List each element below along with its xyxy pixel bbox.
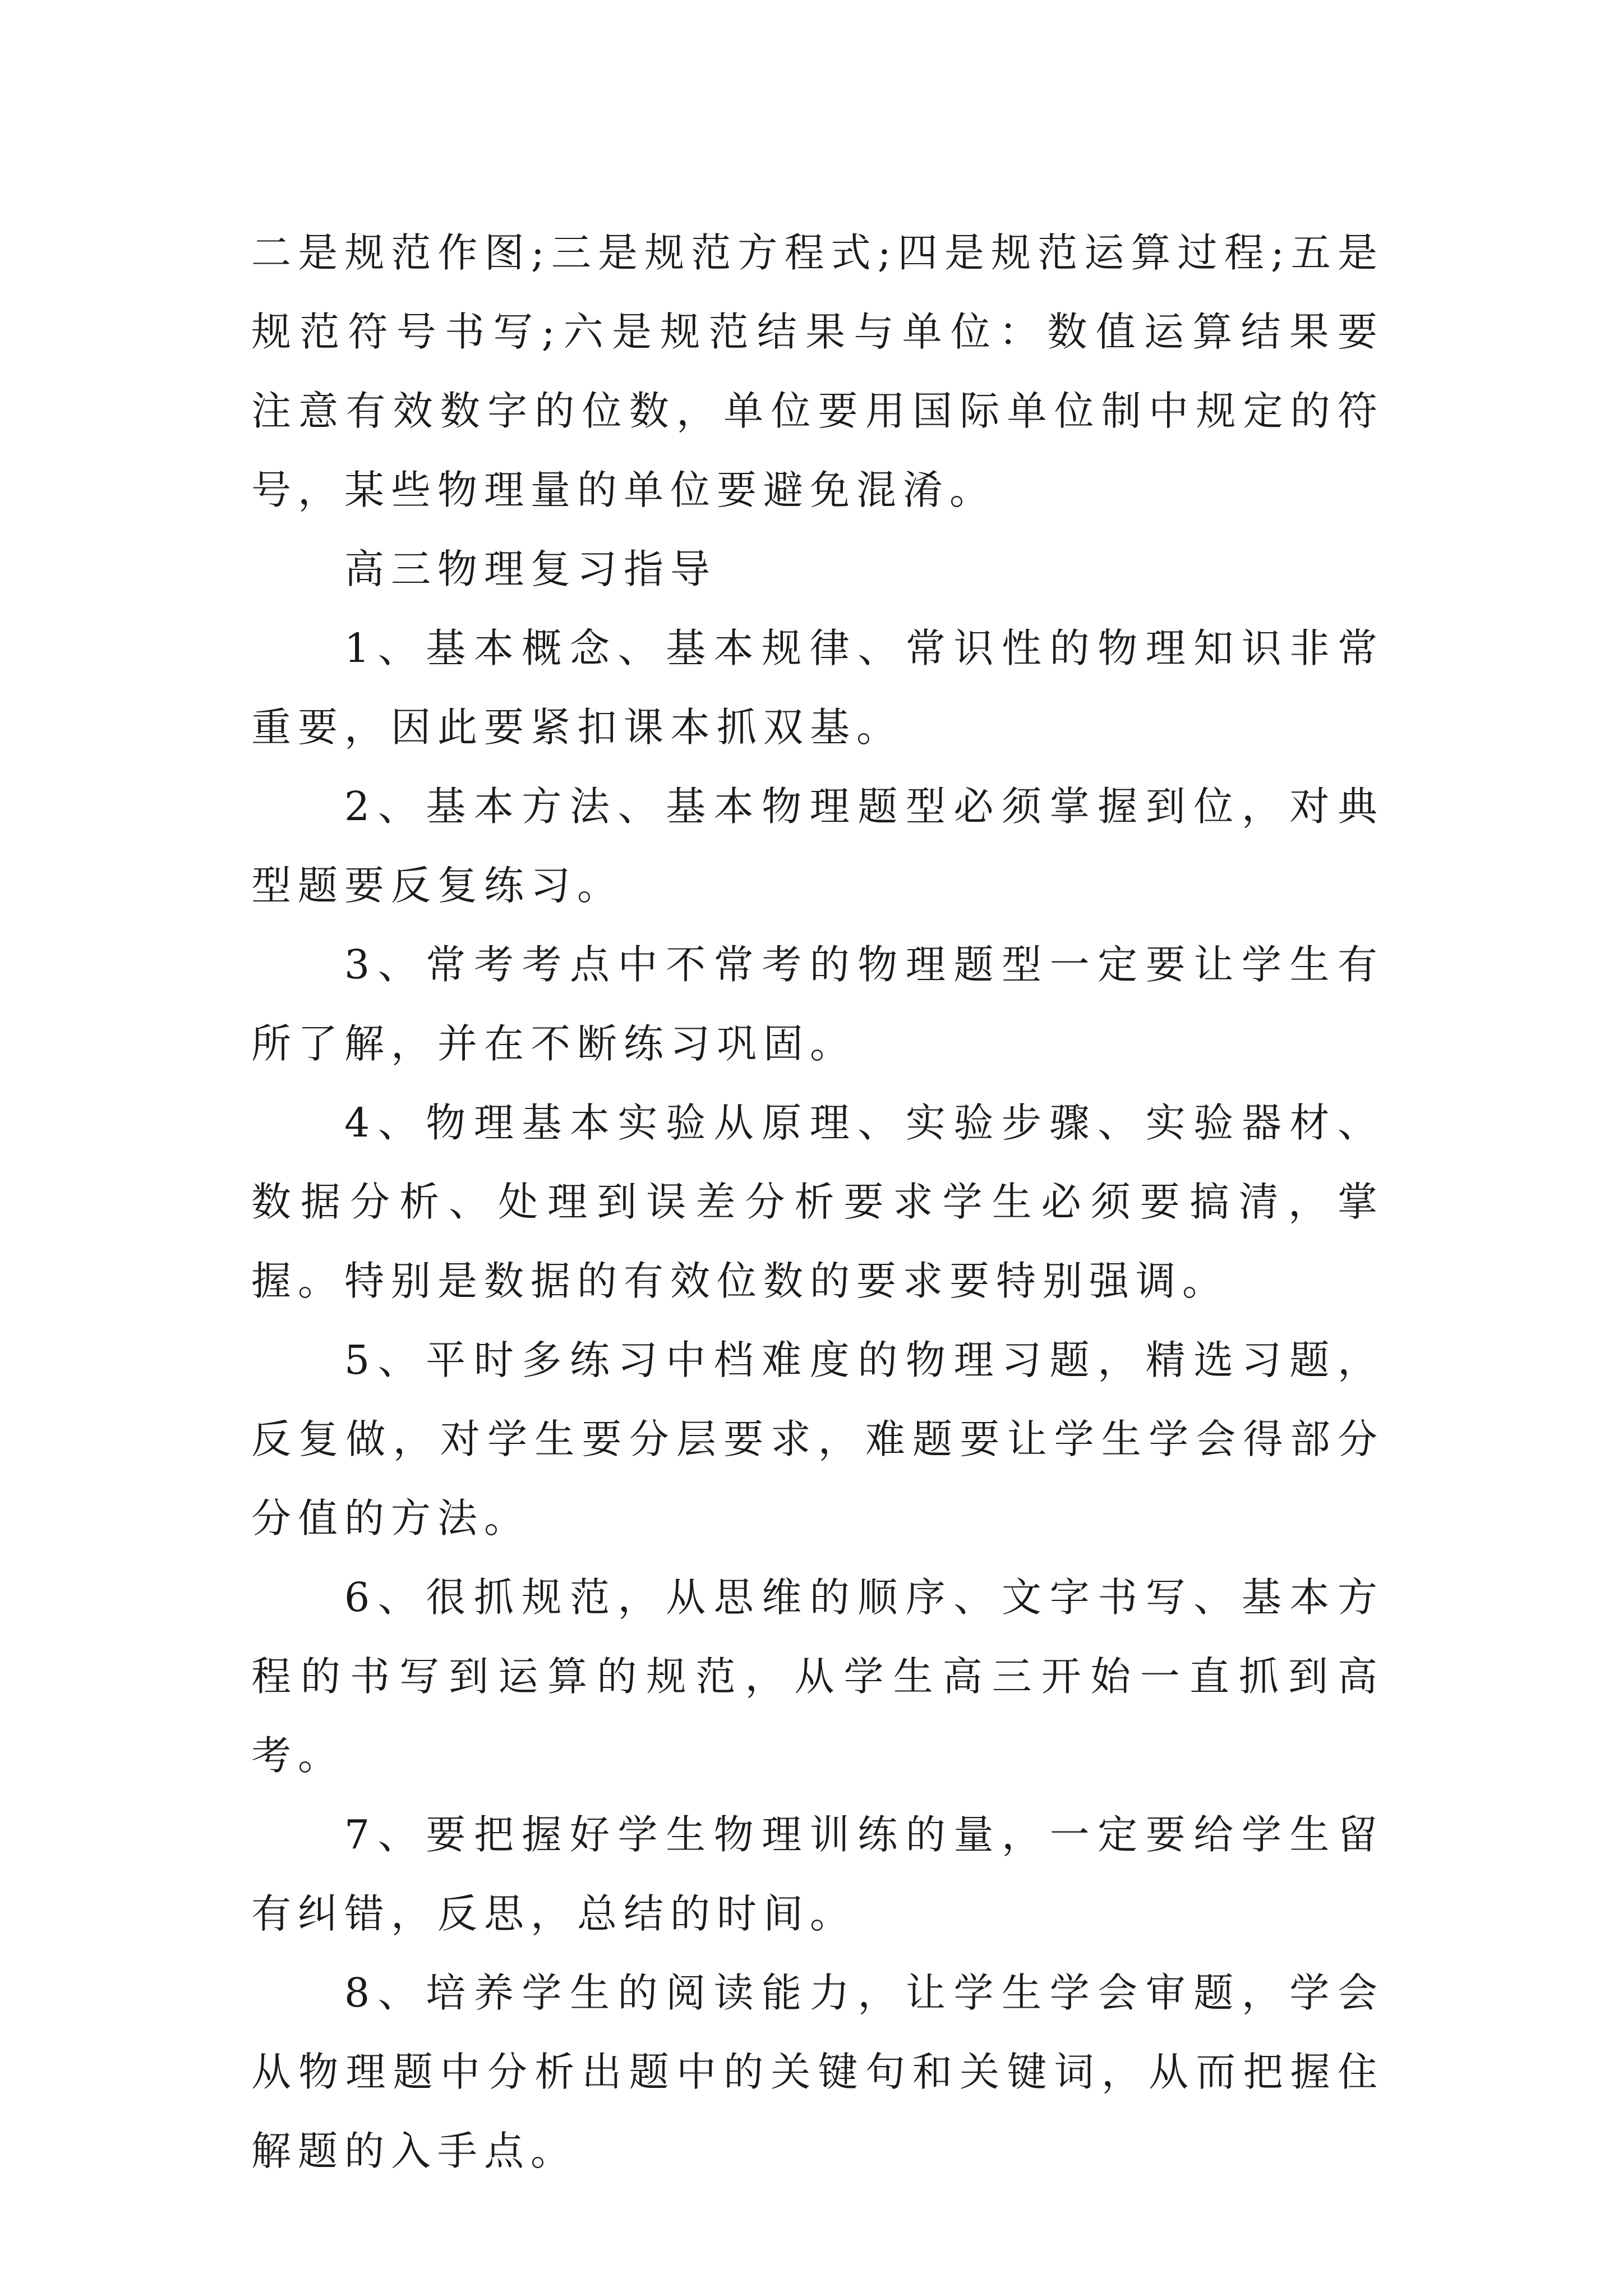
list-item-4: 4、物理基本实验从原理、实验步骤、实验器材、数据分析、处理到误差分析要求学生必须要搞清，掌握。特别是数据的有效位数的要求要特别强调。 [251, 1099, 1384, 1304]
list-item-3: 3、常考考点中不常考的物理题型一定要让学生有所了解，并在不断练习巩固。 [251, 941, 1384, 1067]
list-item-2: 2、基本方法、基本物理题型必须掌握到位，对典型题要反复练习。 [251, 783, 1384, 909]
list-item-7: 7、要把握好学生物理训练的量，一定要给学生留有纠错，反思，总结的时间。 [251, 1811, 1384, 1937]
list-item-6: 6、很抓规范，从思维的顺序、文字书写、基本方程的书写到运算的规范，从学生高三开始一直抓到高考。 [251, 1574, 1384, 1779]
intro-paragraph: 二是规范作图;三是规范方程式;四是规范运算过程;五是规范符号书写;六是规范结果与单位：数值运算结果要注意有效数字的位数，单位要用国际单位制中规定的符号，某些物理量的单位要避免混淆。 [251, 229, 1384, 513]
document-body [251, 213, 1384, 2191]
list-item-1: 1、基本概念、基本规律、常识性的物理知识非常重要，因此要紧扣课本抓双基。 [251, 625, 1384, 751]
section-heading: 高三物理复习指导 [344, 546, 717, 592]
list-item-5: 5、平时多练习中档难度的物理习题，精选习题，反复做，对学生要分层要求，难题要让学生学会得部分分值的方法。 [251, 1337, 1384, 1542]
list-item-8: 8、培养学生的阅读能力，让学生学会审题，学会从物理题中分析出题中的关键句和关键词，从而把握住解题的入手点。 [251, 1970, 1384, 2174]
